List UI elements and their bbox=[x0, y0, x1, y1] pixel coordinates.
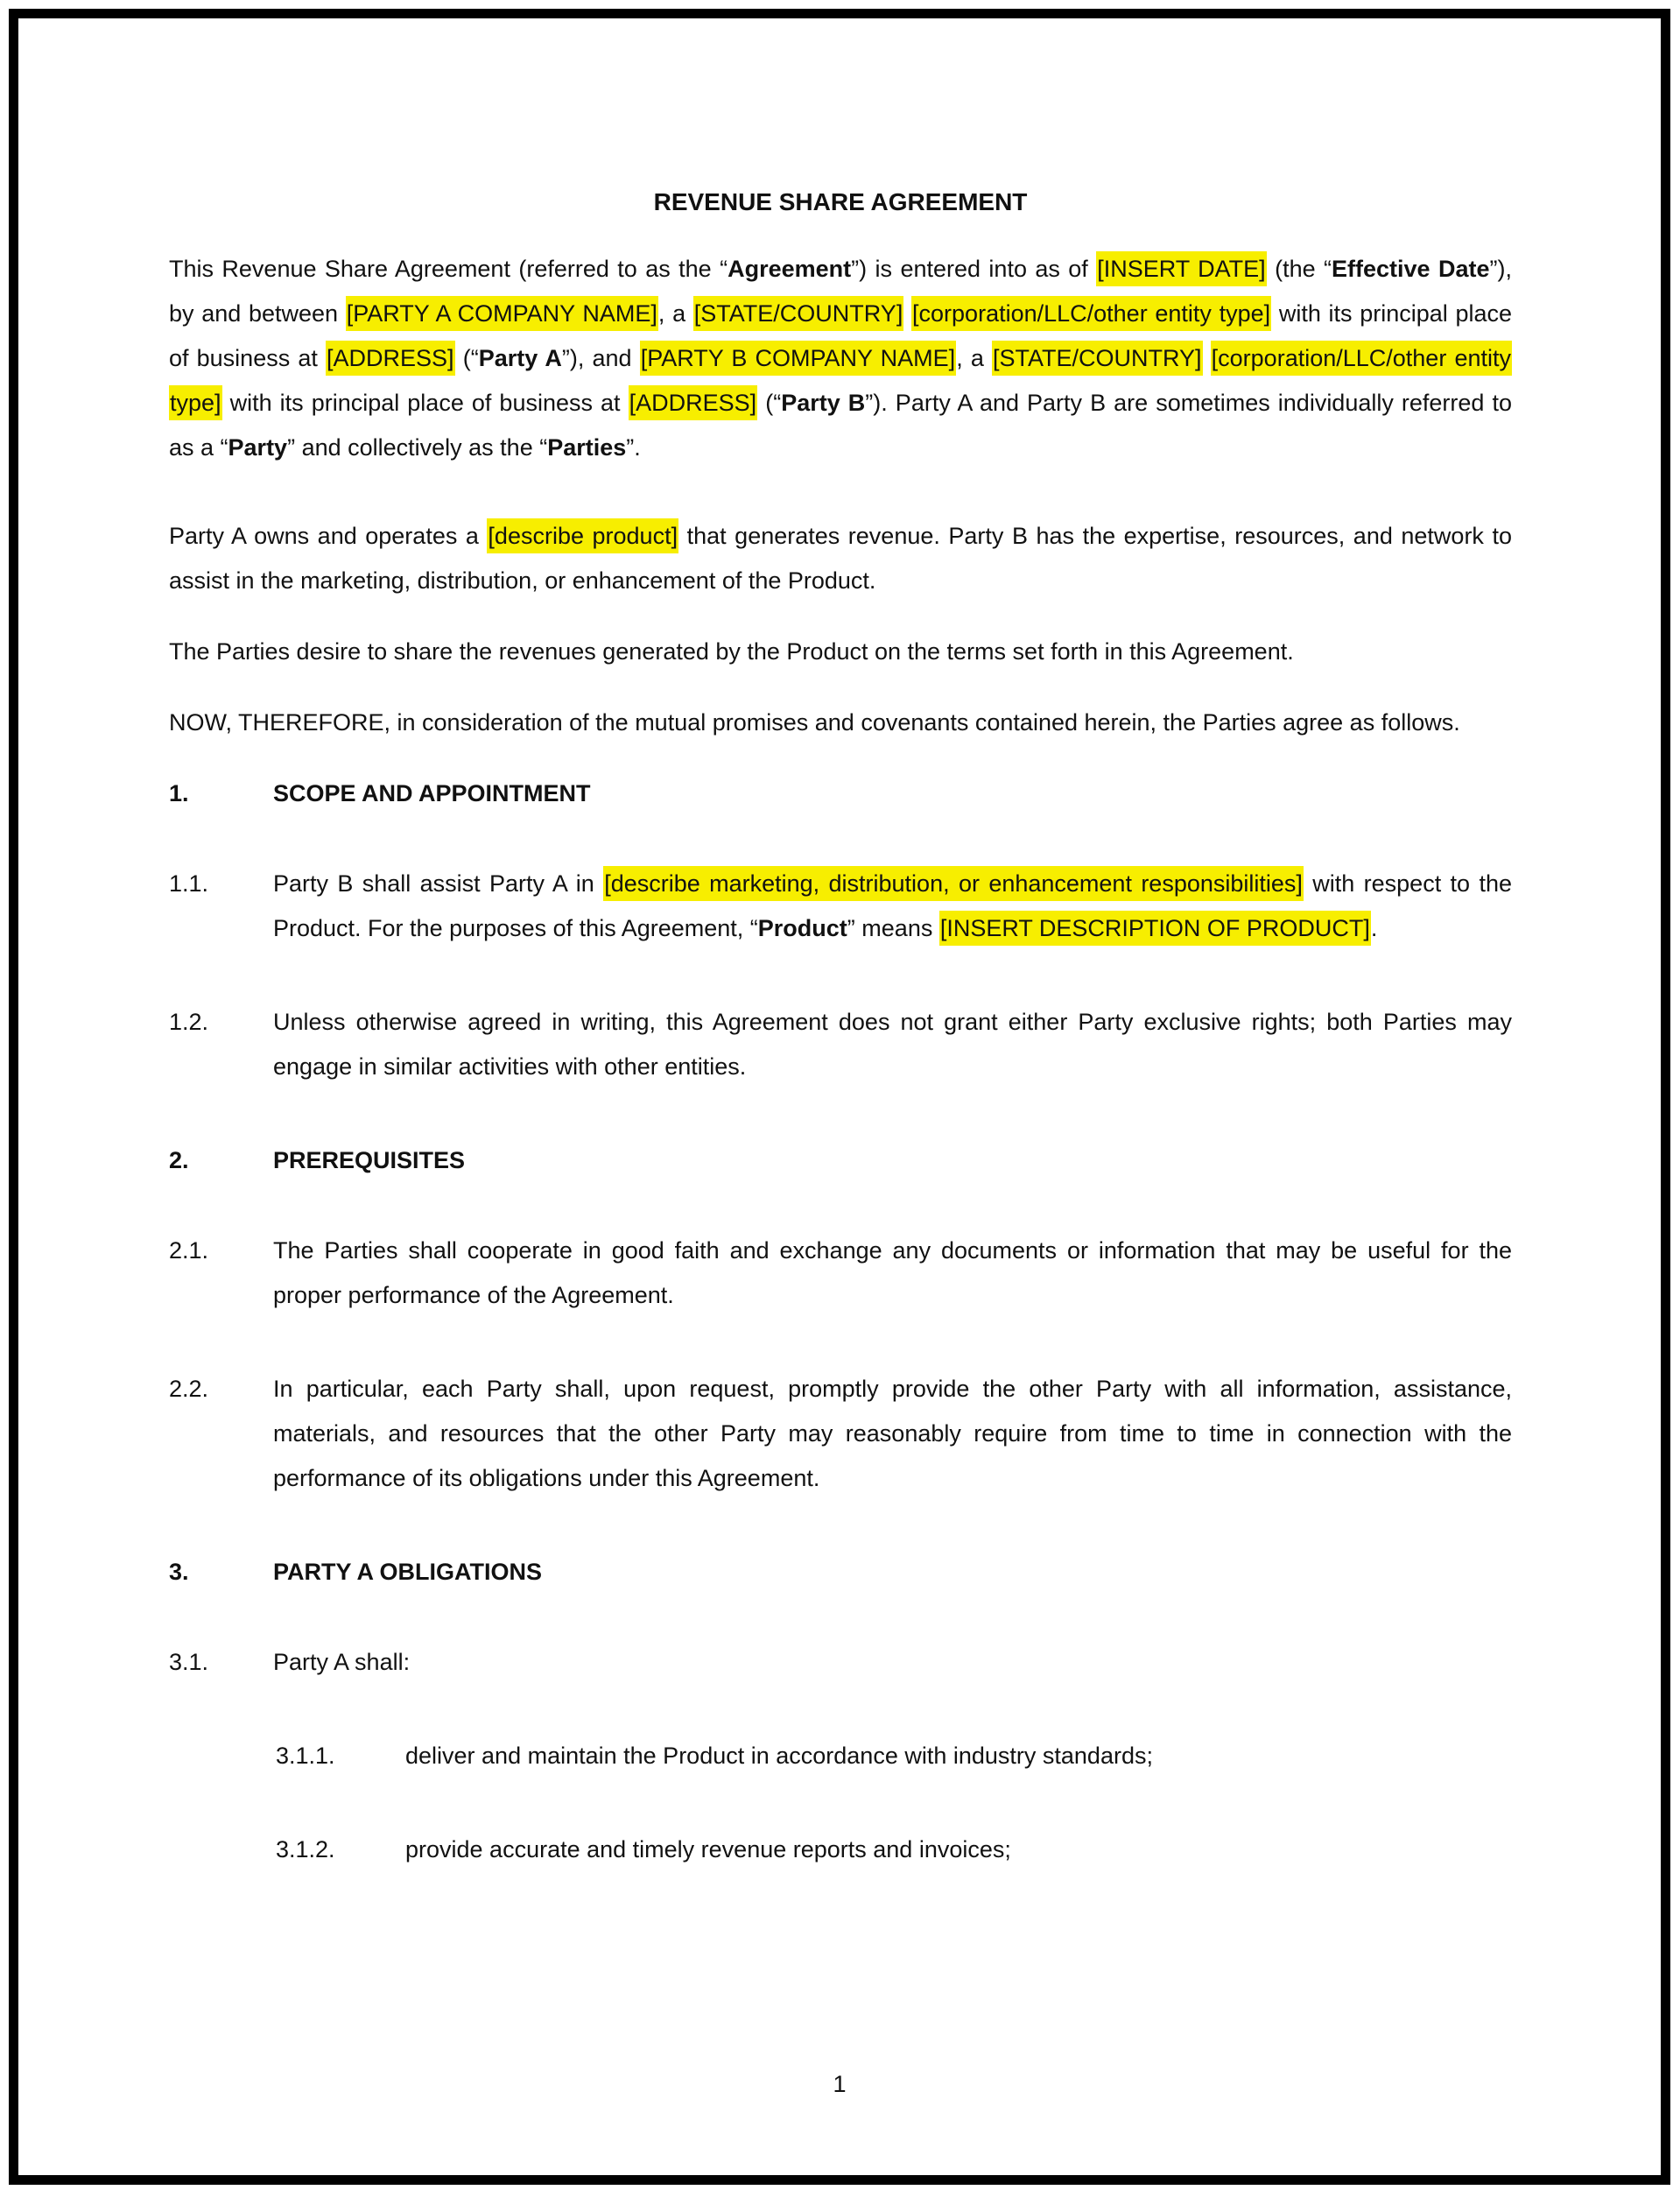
text-run: Unless otherwise agreed in writing, this Agreement does not grant either Party exclusive rights; both Parties may engage in similar activities with other entities. bbox=[273, 1009, 1512, 1080]
text-run: that generates revenue. Party B has the expertise, resources, and network to assist in the marketing, distribution, or enhancement of the Product. bbox=[169, 523, 1512, 594]
placeholder-highlight: [PARTY A COMPANY NAME] bbox=[346, 296, 658, 331]
document-page bbox=[9, 9, 1670, 2185]
text-run: Party bbox=[228, 434, 288, 461]
clause-number: 1. bbox=[169, 780, 189, 806]
text-run: ”), by and between bbox=[169, 256, 1512, 327]
text-run: ”), and bbox=[561, 345, 640, 371]
paragraph bbox=[169, 701, 1512, 745]
text-run: (the “ bbox=[1266, 256, 1332, 282]
paragraph bbox=[169, 514, 1512, 603]
text-run: Party A bbox=[478, 345, 562, 371]
clause bbox=[169, 1000, 1512, 1089]
placeholder-highlight: [corporation/LLC/other entity type] bbox=[169, 341, 1512, 420]
text-run: This Revenue Share Agreement (referred to as the “ bbox=[169, 256, 728, 282]
clause-text bbox=[273, 862, 1512, 951]
section-heading-text: SCOPE AND APPOINTMENT bbox=[273, 780, 591, 806]
clause-number: 1.1. bbox=[169, 870, 209, 897]
text-run: Agreement bbox=[728, 256, 852, 282]
placeholder-highlight: [ADDRESS] bbox=[326, 341, 455, 376]
clause-text bbox=[405, 1827, 1512, 1872]
clause-number: 3.1. bbox=[169, 1649, 209, 1675]
clause-number: 2.2. bbox=[169, 1376, 209, 1402]
clause bbox=[276, 1734, 1512, 1778]
document-content bbox=[169, 247, 1512, 1872]
clause-text bbox=[273, 1229, 1512, 1318]
placeholder-highlight: [INSERT DESCRIPTION OF PRODUCT] bbox=[939, 911, 1371, 946]
text-run: (“ bbox=[454, 345, 479, 371]
text-run: ”). Party A and Party B are sometimes individually referred to as a “ bbox=[169, 390, 1513, 461]
clause bbox=[169, 862, 1512, 951]
text-run: The Parties shall cooperate in good faith and exchange any documents or information that may be useful for the proper performance of the Agreement. bbox=[273, 1237, 1512, 1308]
section-heading bbox=[169, 771, 1512, 816]
page-number: 1 bbox=[833, 2071, 847, 2097]
text-run: deliver and maintain the Product in accordance with industry standards; bbox=[405, 1743, 1153, 1769]
text-run bbox=[1203, 345, 1211, 371]
text-run: Party B shall assist Party A in bbox=[273, 870, 604, 897]
clause-text bbox=[405, 1734, 1512, 1778]
text-run: ” and collectively as the “ bbox=[287, 434, 548, 461]
clause-number: 2.1. bbox=[169, 1237, 209, 1264]
clause bbox=[276, 1827, 1512, 1872]
text-run: Party A owns and operates a bbox=[169, 523, 488, 549]
clause-number: 3. bbox=[169, 1559, 189, 1585]
placeholder-highlight: [INSERT DATE] bbox=[1096, 251, 1266, 286]
clause-number: 3.1.1. bbox=[276, 1743, 335, 1769]
text-run bbox=[903, 300, 911, 327]
text-run: ”) is entered into as of bbox=[851, 256, 1097, 282]
text-run: with its principal place of business at bbox=[169, 300, 1513, 371]
section-heading-text: PARTY A OBLIGATIONS bbox=[273, 1559, 543, 1585]
placeholder-highlight: [describe marketing, distribution, or enhancement responsibilities] bbox=[603, 866, 1304, 901]
placeholder-highlight: [PARTY B COMPANY NAME] bbox=[640, 341, 957, 376]
text-run: Effective Date bbox=[1332, 256, 1490, 282]
text-run: NOW, THEREFORE, in consideration of the mutual promises and covenants contained herein, the Parties agree as follows. bbox=[169, 709, 1460, 736]
text-run: ”. bbox=[626, 434, 641, 461]
text-run: with its principal place of business at bbox=[221, 390, 629, 416]
text-run: ” means bbox=[847, 915, 939, 941]
document-title: REVENUE SHARE AGREEMENT bbox=[653, 188, 1028, 215]
text-run: The Parties desire to share the revenues generated by the Product on the terms set forth in this Agreement. bbox=[169, 638, 1294, 665]
clause-number: 1.2. bbox=[169, 1009, 209, 1035]
text-run: . bbox=[1370, 915, 1378, 941]
section-heading-text: PREREQUISITES bbox=[273, 1147, 466, 1173]
paragraph bbox=[169, 630, 1512, 674]
clause-text bbox=[273, 1000, 1512, 1089]
text-run: In particular, each Party shall, upon request, promptly provide the other Party with all information, assistance, materials, and resources that the other Party may reasonably require from time to time in connection with the performance of its obligations under this Agreement. bbox=[273, 1376, 1512, 1491]
clause-number: 3.1.2. bbox=[276, 1836, 335, 1863]
clause bbox=[169, 1367, 1512, 1501]
section-heading bbox=[169, 1138, 1512, 1183]
text-run: Parties bbox=[547, 434, 627, 461]
clause-text bbox=[273, 1367, 1512, 1501]
clause bbox=[169, 1640, 1512, 1685]
text-run: Product bbox=[757, 915, 847, 941]
placeholder-highlight: [describe product] bbox=[487, 518, 678, 553]
section-heading bbox=[169, 1550, 1512, 1595]
text-run: with respect to the Product. For the purposes of this Agreement, “ bbox=[273, 870, 1512, 941]
text-run: Party B bbox=[781, 390, 866, 416]
text-run: Party A shall: bbox=[273, 1649, 411, 1675]
text-run: , a bbox=[657, 300, 693, 327]
clause bbox=[169, 1229, 1512, 1318]
placeholder-highlight: [STATE/COUNTRY] bbox=[693, 296, 904, 331]
text-run: , a bbox=[956, 345, 992, 371]
text-run: (“ bbox=[757, 390, 782, 416]
placeholder-highlight: [ADDRESS] bbox=[629, 385, 758, 420]
clause-number: 2. bbox=[169, 1147, 189, 1173]
text-run: provide accurate and timely revenue reports and invoices; bbox=[405, 1836, 1011, 1863]
clause-text bbox=[273, 1640, 1512, 1685]
paragraph bbox=[169, 247, 1512, 470]
placeholder-highlight: [corporation/LLC/other entity type] bbox=[911, 296, 1271, 331]
placeholder-highlight: [STATE/COUNTRY] bbox=[992, 341, 1203, 376]
